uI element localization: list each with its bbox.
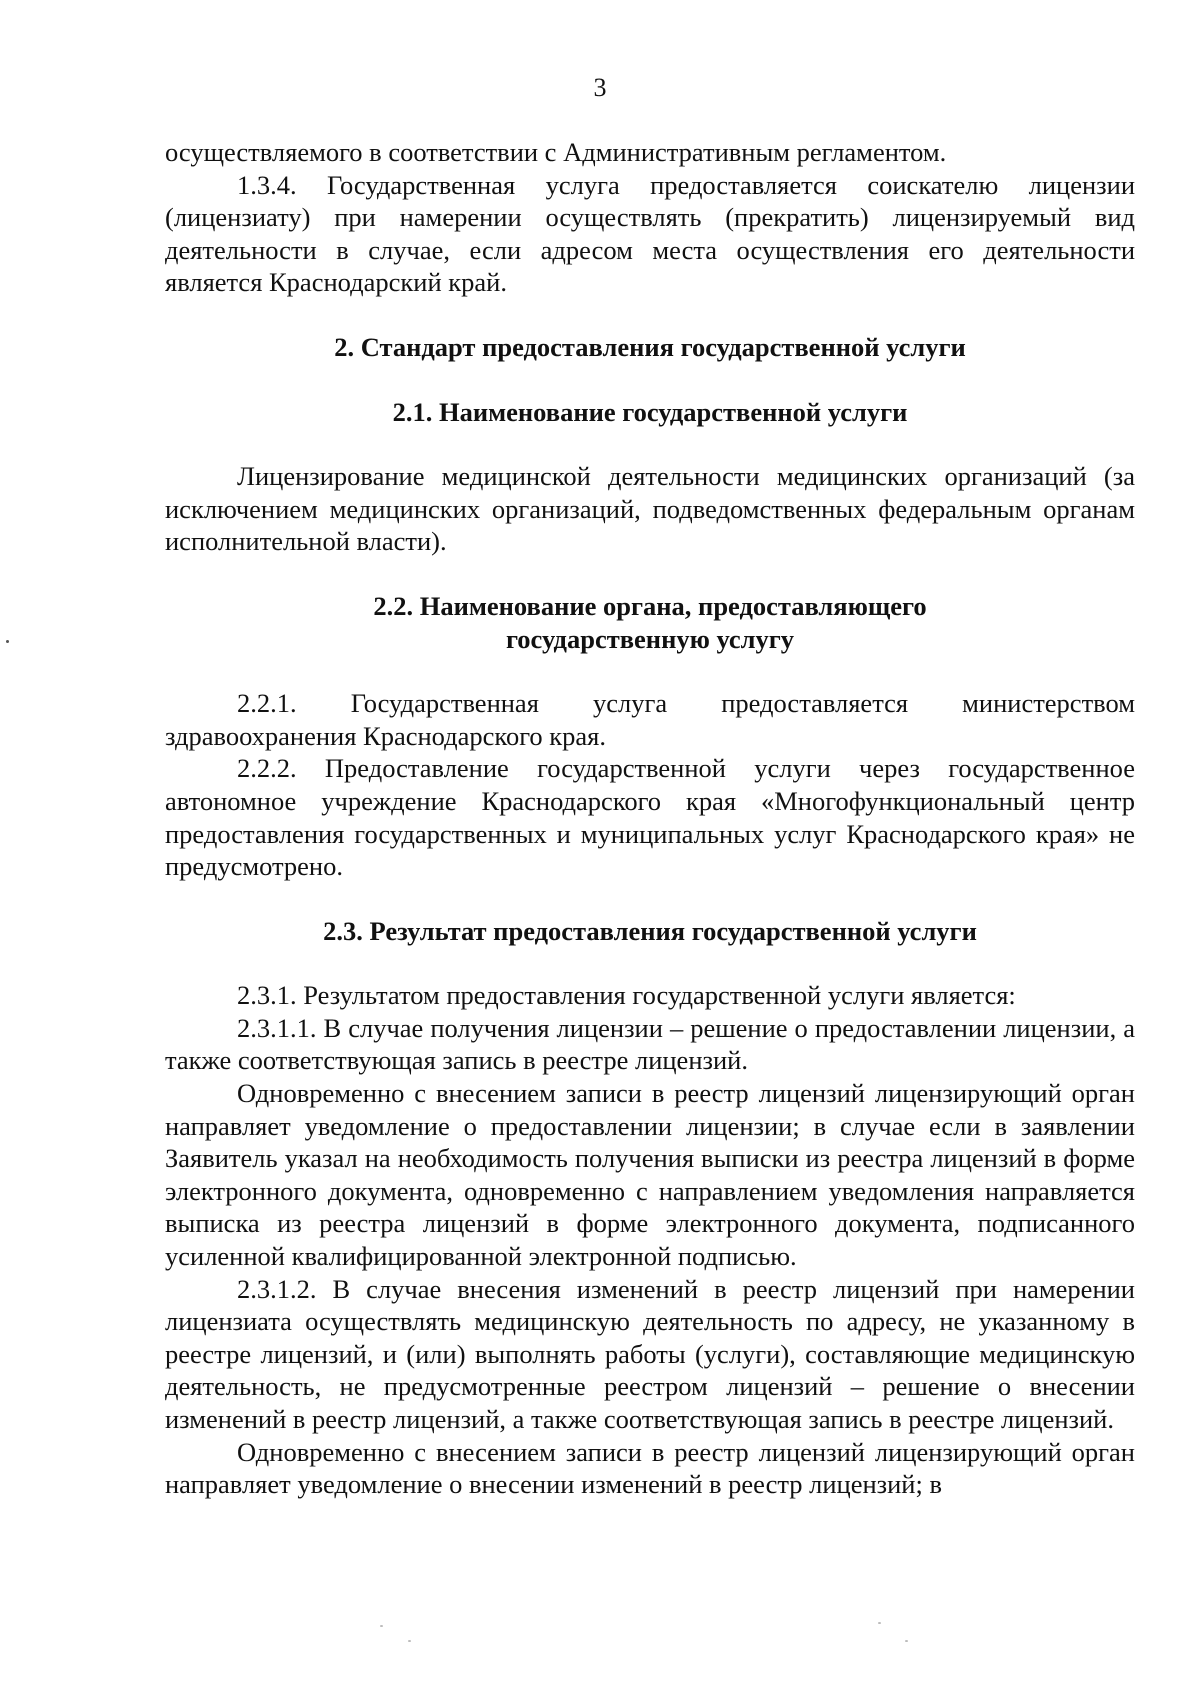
- section-heading-2: 2. Стандарт предоставления государственной услуги: [334, 331, 966, 362]
- spacer: [165, 364, 1135, 396]
- subsection-heading-2-1: 2.1. Наименование государственной услуги: [392, 396, 908, 427]
- scan-speck: [878, 1622, 881, 1624]
- paragraph-2-1: Лицензирование медицинской деятельности медицинских организаций (за исключением медицинских организаций, подведомственных федеральным органам исполнительной власти).: [165, 461, 1135, 557]
- paragraph-1-3-4: 1.3.4. Государственная услуга предоставляется соискателю лицензии (лицензиату) при намерении осуществлять (прекратить) лицензируемый вид деятельности в случае, если адресом места осуществления его деятельности является Краснодарский край.: [165, 169, 1135, 298]
- scan-mark: [6, 640, 9, 643]
- document-body: [165, 136, 1135, 1501]
- scan-speck: [408, 1640, 411, 1642]
- paragraph-2-2-1: 2.2.1. Государственная услуга предоставляется министерством здравоохранения Краснодарского края.: [165, 688, 1135, 751]
- paragraph-2-2-2: 2.2.2. Предоставление государственной услуги через государственное автономное учреждение Краснодарского края «Многофункциональный центр предоставления государственных и муниципальных услуг Краснодарского края» не предусмотрено.: [165, 753, 1135, 882]
- paragraph-2-3-1-2-notice: Одновременно с внесением записи в реестр лицензий лицензирующий орган направляет уведомление о внесении изменений в реестр лицензий; в: [165, 1436, 1135, 1500]
- paragraph-continuation: осуществляемого в соответствии с Административным регламентом.: [165, 137, 947, 167]
- spacer: [165, 558, 1135, 590]
- spacer: [165, 947, 1135, 979]
- paragraph-2-3-1-1-notice: Одновременно с внесением записи в реестр лицензий лицензирующий орган направляет уведомление о предоставлении лицензии; в случае если в заявлении Заявитель указал на необходимость получения выписки из реестра лицензий в форме электронного документа, одновременно с направлением уведомления направляется выписка из реестра лицензий в форме электронного документа, подписанного усиленной квалифицированной электронной подписью.: [165, 1078, 1135, 1272]
- spacer: [165, 428, 1135, 460]
- spacer: [165, 655, 1135, 687]
- scan-speck: [380, 1625, 383, 1627]
- subsection-heading-2-2-line2: государственную услугу: [505, 623, 795, 654]
- subsection-heading-2-2-line1: 2.2. Наименование органа, предоставляющего: [373, 590, 927, 621]
- spacer: [165, 883, 1135, 915]
- scan-speck: [905, 1640, 908, 1642]
- paragraph-2-3-1-1: 2.3.1.1. В случае получения лицензии – решение о предоставлении лицензии, а также соответствующая запись в реестре лицензий.: [165, 1012, 1135, 1076]
- paragraph-2-3-1-2: 2.3.1.2. В случае внесения изменений в реестр лицензий при намерении лицензиата осуществлять медицинскую деятельность по адресу, не указанному в реестре лицензий, и (или) выполнять работы (услуги), составляющие медицинскую деятельность, не предусмотренные реестром лицензий – решение о внесении изменений в реестр лицензий, а также соответствующая запись в реестре лицензий.: [165, 1273, 1135, 1434]
- subsection-heading-2-3: 2.3. Результат предоставления государственной услуги: [323, 915, 977, 946]
- spacer: [165, 299, 1135, 331]
- paragraph-2-3-1: 2.3.1. Результатом предоставления государственной услуги является:: [237, 980, 1016, 1011]
- page-number: 3: [593, 73, 607, 102]
